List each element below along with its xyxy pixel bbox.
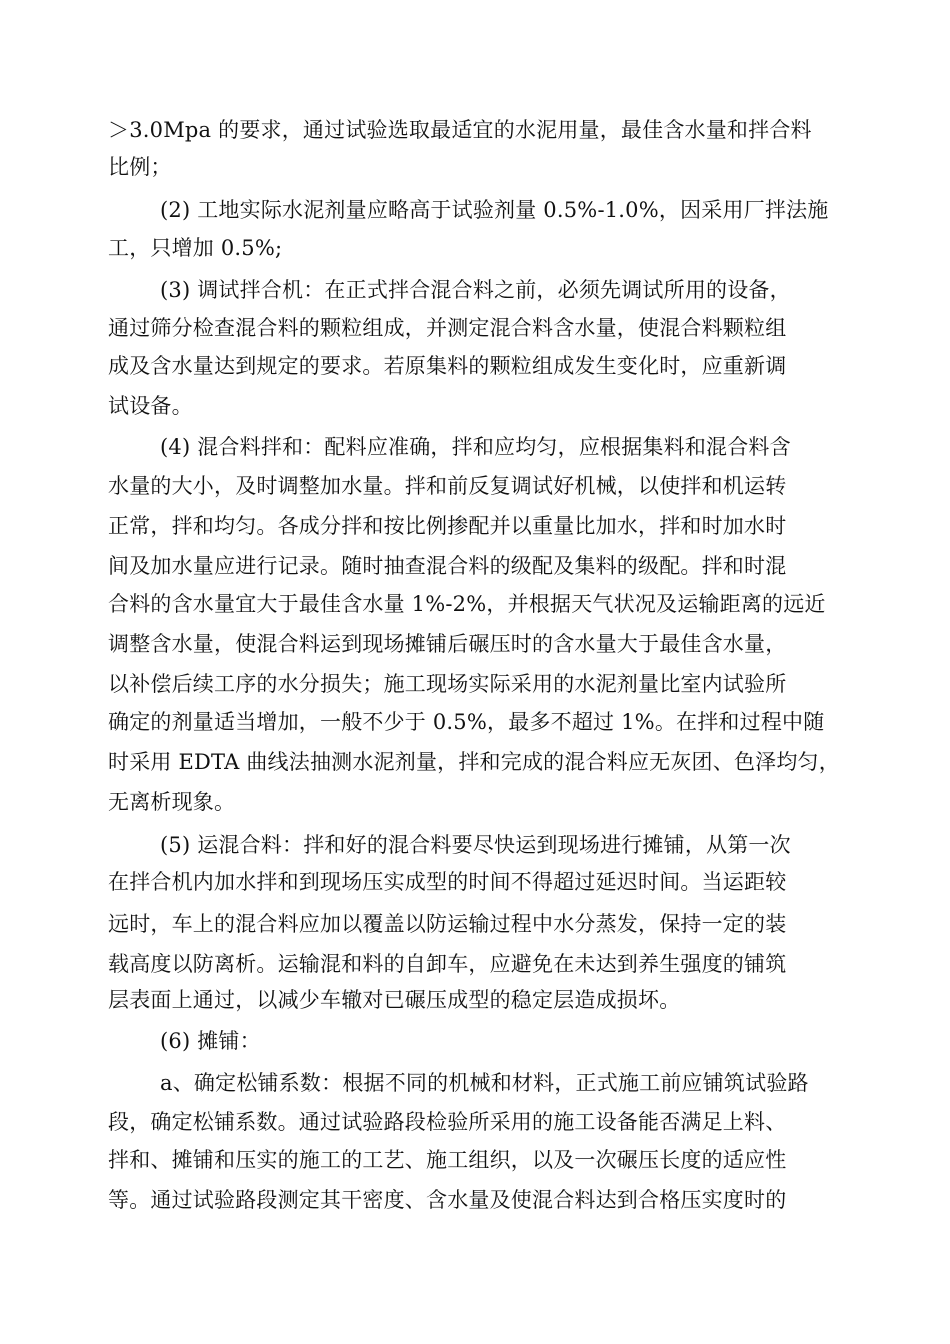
text-line: 合料的含水量宜大于最佳含水量 1%-2%，并根据天气状况及运输距离的远近 — [108, 592, 826, 616]
text-line: 调整含水量，使混合料运到现场摊铺后碾压时的含水量大于最佳含水量， — [108, 632, 787, 656]
text-line: 拌和、摊铺和压实的施工的工艺、施工组织，以及一次碾压长度的适应性 — [108, 1148, 787, 1172]
text-line: 段，确定松铺系数。通过试验路段检验所采用的施工设备能否满足上料、 — [108, 1110, 787, 1134]
text-line: (3) 调试拌合机：在正式拌合混合料之前，必须先调试所用的设备， — [160, 278, 791, 302]
text-line: 间及加水量应进行记录。随时抽查混合料的级配及集料的级配。拌和时混 — [108, 554, 787, 578]
text-line: 通过筛分检查混合料的颗粒组成，并测定混合料含水量，使混合料颗粒组 — [108, 316, 787, 340]
text-line: 正常，拌和均匀。各成分拌和按比例掺配并以重量比加水，拌和时加水时 — [108, 514, 787, 538]
text-line: 等。通过试验路段测定其干密度、含水量及使混合料达到合格压实度时的 — [108, 1188, 787, 1212]
text-line: ＞3.0Mpa 的要求，通过试验选取最适宜的水泥用量，最佳含水量和拌合料 — [108, 118, 812, 142]
text-line: (2) 工地实际水泥剂量应略高于试验剂量 0.5%-1.0%，因采用厂拌法施 — [160, 198, 829, 222]
text-line: a、确定松铺系数：根据不同的机械和材料，正式施工前应铺筑试验路 — [160, 1071, 809, 1095]
text-line: 确定的剂量适当增加，一般不少于 0.5%，最多不超过 1%。在拌和过程中随 — [108, 710, 825, 734]
text-line: 远时，车上的混合料应加以覆盖以防运输过程中水分蒸发，保持一定的装 — [108, 912, 787, 936]
text-line: 层表面上通过，以减少车辙对已碾压成型的稳定层造成损坏。 — [108, 988, 681, 1012]
text-line: 载高度以防离析。运输混和料的自卸车，应避免在未达到养生强度的铺筑 — [108, 952, 787, 976]
text-line: 以补偿后续工序的水分损失；施工现场实际采用的水泥剂量比室内试验所 — [108, 672, 787, 696]
text-line: 试设备。 — [108, 394, 193, 418]
text-line: 无离析现象。 — [108, 790, 236, 814]
text-line: (6) 摊铺： — [160, 1029, 261, 1053]
text-line: (4) 混合料拌和：配料应准确，拌和应均匀，应根据集料和混合料含 — [160, 435, 791, 459]
text-line: 成及含水量达到规定的要求。若原集料的颗粒组成发生变化时，应重新调 — [108, 354, 787, 378]
text-line: 工，只增加 0.5%; — [108, 236, 283, 260]
text-line: 比例； — [108, 155, 172, 179]
text-line: (5) 运混合料：拌和好的混合料要尽快运到现场进行摊铺，从第一次 — [160, 833, 791, 857]
text-line: 水量的大小，及时调整加水量。拌和前反复调试好机械，以使拌和机运转 — [108, 474, 787, 498]
text-line: 在拌合机内加水拌和到现场压实成型的时间不得超过延迟时间。当运距较 — [108, 870, 787, 894]
text-line: 时采用 EDTA 曲线法抽测水泥剂量，拌和完成的混合料应无灰团、色泽均匀， — [108, 750, 840, 774]
